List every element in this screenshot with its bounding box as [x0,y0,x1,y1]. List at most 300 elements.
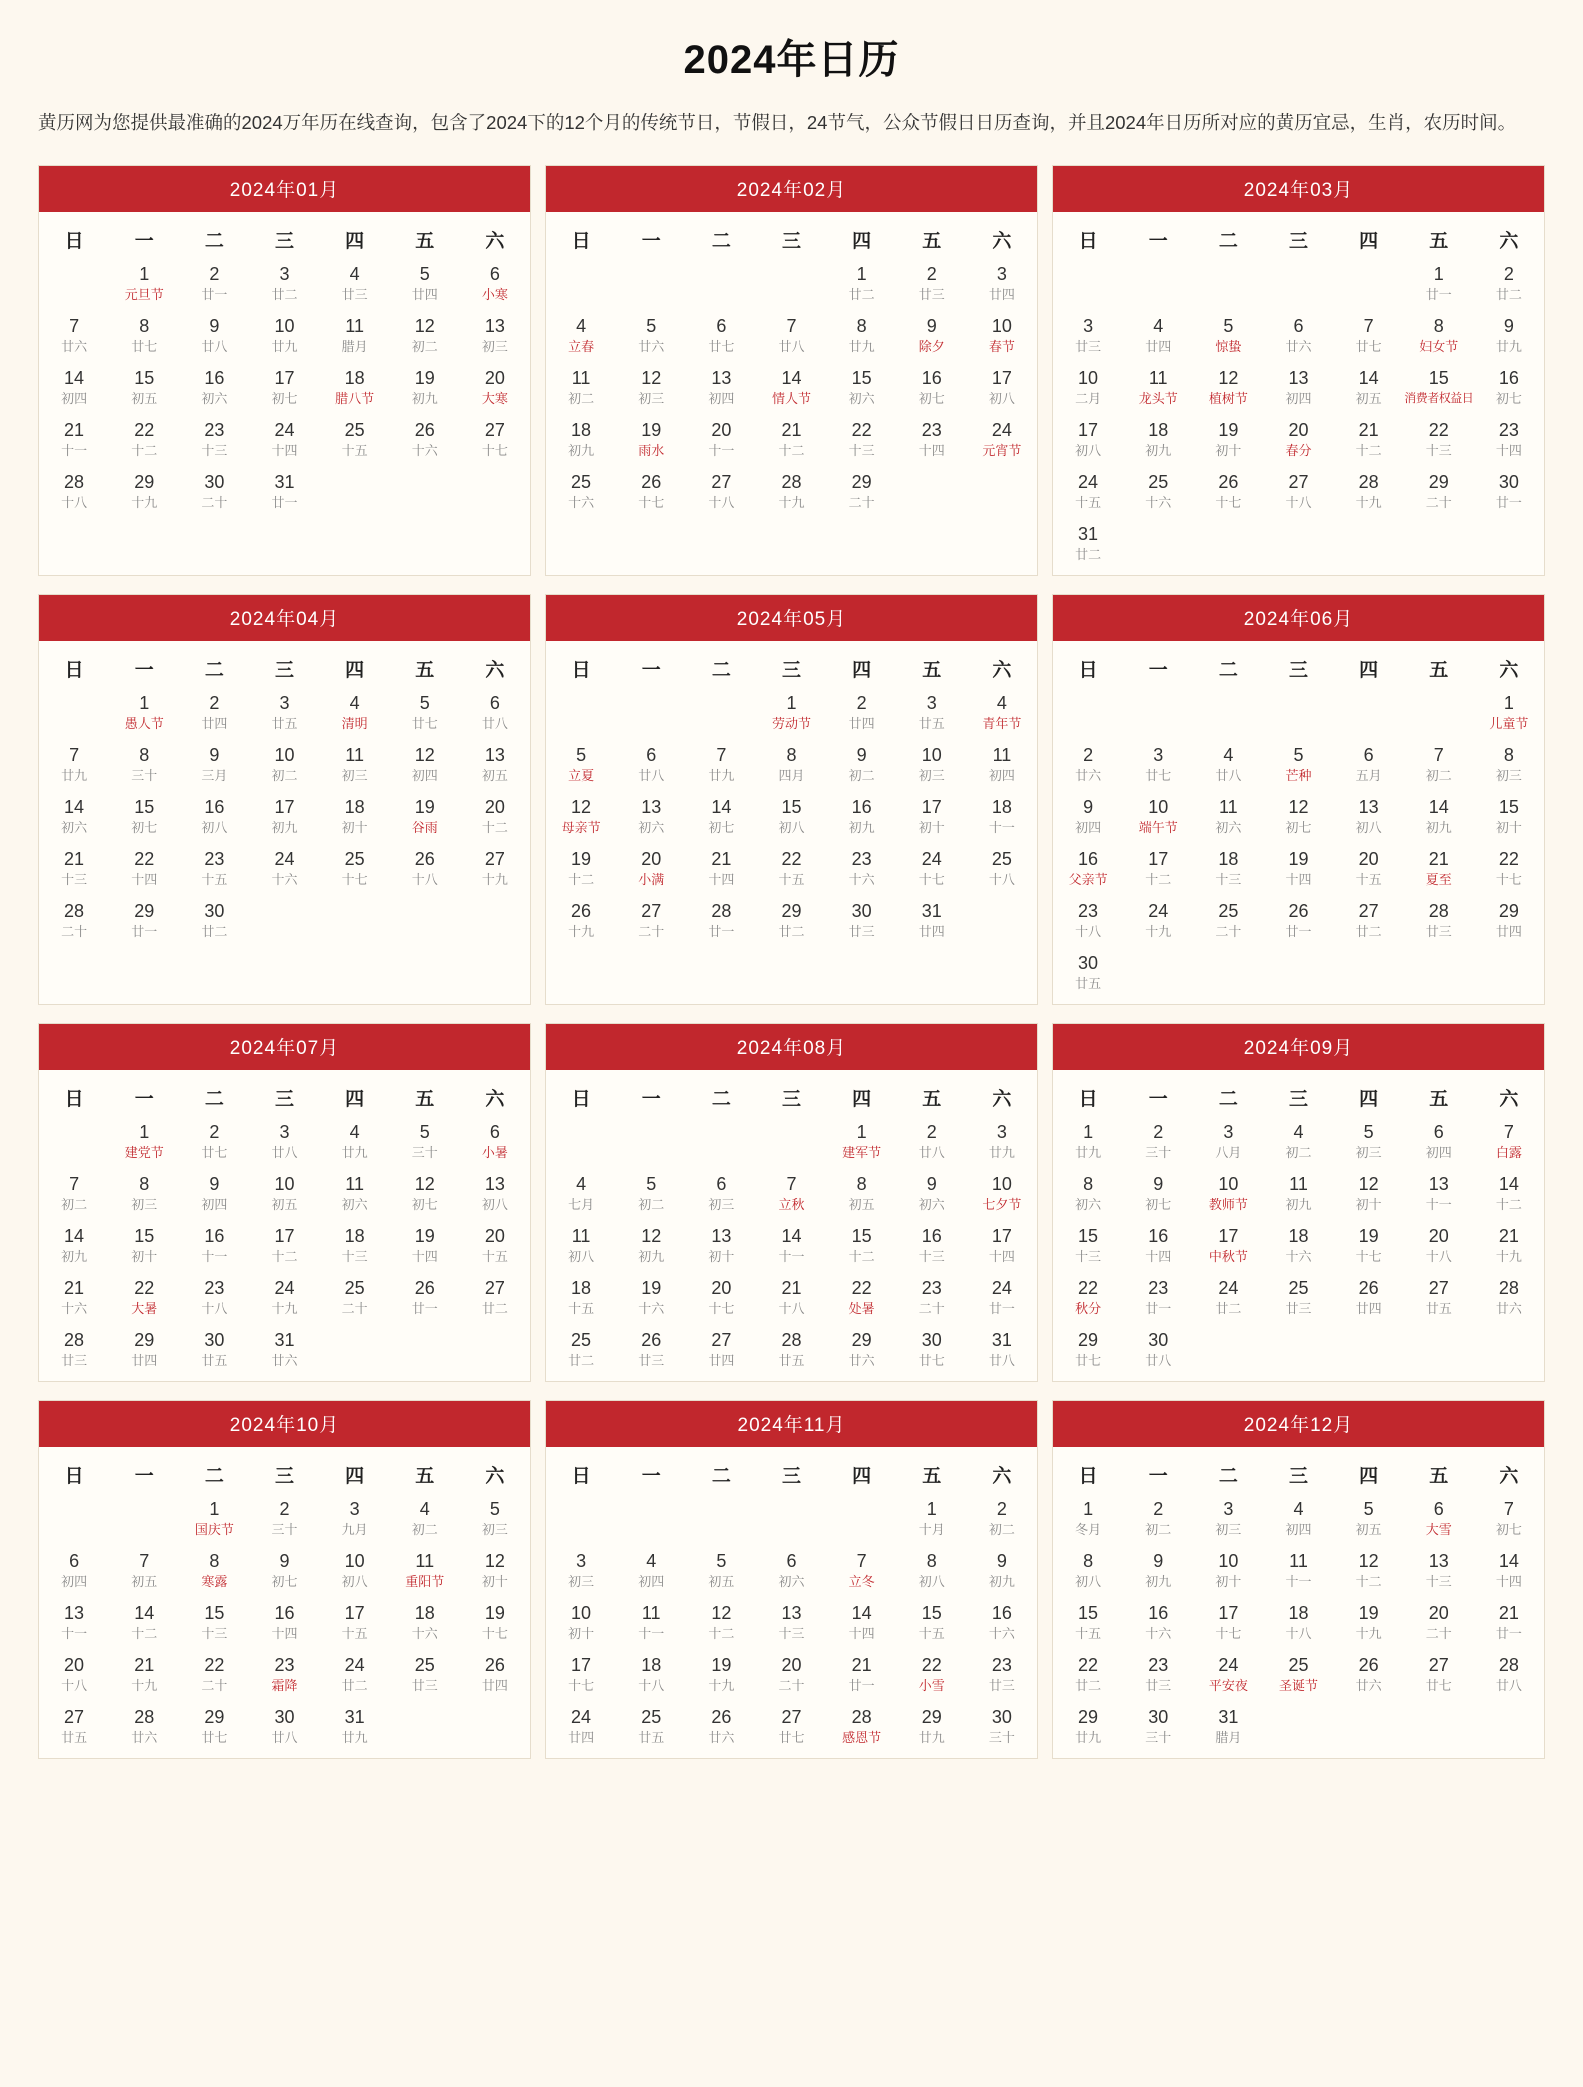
day-cell[interactable] [1263,367,1333,419]
day-cell[interactable] [39,1173,109,1225]
day-cell[interactable] [1474,1225,1544,1277]
day-cell[interactable] [109,796,179,848]
day-cell[interactable] [616,471,686,523]
day-cell[interactable] [1123,848,1193,900]
day-cell[interactable] [897,1498,967,1550]
day-cell[interactable] [967,1329,1037,1381]
day-cell[interactable] [179,315,249,367]
day-cell[interactable] [320,1277,390,1329]
day-cell[interactable] [967,367,1037,419]
day-cell[interactable] [897,1173,967,1225]
day-cell[interactable] [320,744,390,796]
day-cell[interactable] [1263,1602,1333,1654]
day-cell[interactable] [320,315,390,367]
day-cell[interactable] [1404,744,1474,796]
day-cell[interactable] [109,744,179,796]
day-cell[interactable] [39,419,109,471]
day-cell[interactable] [39,1602,109,1654]
day-cell[interactable] [109,367,179,419]
day-cell[interactable] [1123,744,1193,796]
day-cell[interactable] [616,796,686,848]
day-cell[interactable] [686,315,756,367]
day-cell[interactable] [109,848,179,900]
day-cell[interactable] [249,1706,319,1758]
day-cell[interactable] [1053,523,1123,575]
day-cell[interactable] [1193,1121,1263,1173]
day-cell[interactable] [1123,1498,1193,1550]
day-cell[interactable] [967,1173,1037,1225]
day-cell[interactable] [1263,900,1333,952]
day-cell[interactable] [390,692,460,744]
day-cell[interactable] [1474,1277,1544,1329]
day-cell[interactable] [616,848,686,900]
day-cell[interactable] [756,1225,826,1277]
day-cell[interactable] [967,1706,1037,1758]
day-cell[interactable] [686,1706,756,1758]
day-cell[interactable] [1053,1225,1123,1277]
day-cell[interactable] [967,848,1037,900]
day-cell[interactable] [897,1329,967,1381]
day-cell[interactable] [390,367,460,419]
day-cell[interactable] [827,692,897,744]
day-cell[interactable] [179,692,249,744]
day-cell[interactable] [1334,471,1404,523]
day-cell[interactable] [756,367,826,419]
day-cell[interactable] [756,1329,826,1381]
day-cell[interactable] [1334,1602,1404,1654]
day-cell[interactable] [686,796,756,848]
day-cell[interactable] [460,1121,530,1173]
day-cell[interactable] [179,848,249,900]
day-cell[interactable] [756,315,826,367]
day-cell[interactable] [390,744,460,796]
day-cell[interactable] [1193,471,1263,523]
day-cell[interactable] [827,263,897,315]
day-cell[interactable] [179,1498,249,1550]
day-cell[interactable] [249,367,319,419]
day-cell[interactable] [39,1225,109,1277]
day-cell[interactable] [460,315,530,367]
day-cell[interactable] [897,1121,967,1173]
day-cell[interactable] [320,263,390,315]
day-cell[interactable] [179,1173,249,1225]
day-cell[interactable] [897,315,967,367]
day-cell[interactable] [827,1277,897,1329]
day-cell[interactable] [1193,1225,1263,1277]
day-cell[interactable] [897,692,967,744]
day-cell[interactable] [546,796,616,848]
day-cell[interactable] [1053,1121,1123,1173]
day-cell[interactable] [109,471,179,523]
day-cell[interactable] [616,1329,686,1381]
day-cell[interactable] [249,1654,319,1706]
day-cell[interactable] [897,1706,967,1758]
day-cell[interactable] [686,1602,756,1654]
day-cell[interactable] [320,1602,390,1654]
day-cell[interactable] [1263,1225,1333,1277]
day-cell[interactable] [1334,419,1404,471]
day-cell[interactable] [967,796,1037,848]
day-cell[interactable] [1123,900,1193,952]
day-cell[interactable] [967,315,1037,367]
day-cell[interactable] [1404,315,1474,367]
day-cell[interactable] [460,419,530,471]
day-cell[interactable] [390,315,460,367]
day-cell[interactable] [1263,848,1333,900]
day-cell[interactable] [1053,419,1123,471]
day-cell[interactable] [686,1277,756,1329]
day-cell[interactable] [460,1602,530,1654]
day-cell[interactable] [1053,1173,1123,1225]
day-cell[interactable] [460,367,530,419]
day-cell[interactable] [686,744,756,796]
day-cell[interactable] [686,1654,756,1706]
day-cell[interactable] [1404,1602,1474,1654]
day-cell[interactable] [109,263,179,315]
day-cell[interactable] [616,1550,686,1602]
day-cell[interactable] [1404,1225,1474,1277]
day-cell[interactable] [1123,419,1193,471]
day-cell[interactable] [109,1121,179,1173]
day-cell[interactable] [1404,1550,1474,1602]
day-cell[interactable] [1474,263,1544,315]
day-cell[interactable] [179,419,249,471]
day-cell[interactable] [1123,1277,1193,1329]
day-cell[interactable] [1404,1498,1474,1550]
day-cell[interactable] [897,1654,967,1706]
day-cell[interactable] [179,744,249,796]
day-cell[interactable] [320,1654,390,1706]
day-cell[interactable] [686,1329,756,1381]
day-cell[interactable] [249,1602,319,1654]
day-cell[interactable] [109,1654,179,1706]
day-cell[interactable] [460,1173,530,1225]
day-cell[interactable] [1474,1498,1544,1550]
day-cell[interactable] [390,1654,460,1706]
day-cell[interactable] [1263,744,1333,796]
day-cell[interactable] [897,900,967,952]
day-cell[interactable] [179,263,249,315]
day-cell[interactable] [1334,315,1404,367]
day-cell[interactable] [1053,1329,1123,1381]
day-cell[interactable] [1053,367,1123,419]
day-cell[interactable] [1263,1173,1333,1225]
day-cell[interactable] [390,848,460,900]
day-cell[interactable] [249,848,319,900]
day-cell[interactable] [39,1277,109,1329]
day-cell[interactable] [686,1173,756,1225]
day-cell[interactable] [109,692,179,744]
day-cell[interactable] [179,1602,249,1654]
day-cell[interactable] [109,1225,179,1277]
day-cell[interactable] [390,1277,460,1329]
day-cell[interactable] [1404,471,1474,523]
day-cell[interactable] [756,1550,826,1602]
day-cell[interactable] [1193,1706,1263,1758]
day-cell[interactable] [109,315,179,367]
day-cell[interactable] [1123,1706,1193,1758]
day-cell[interactable] [1053,900,1123,952]
day-cell[interactable] [546,1173,616,1225]
day-cell[interactable] [827,367,897,419]
day-cell[interactable] [967,1550,1037,1602]
day-cell[interactable] [179,1654,249,1706]
day-cell[interactable] [546,1225,616,1277]
day-cell[interactable] [1334,367,1404,419]
day-cell[interactable] [1053,1498,1123,1550]
day-cell[interactable] [1123,1329,1193,1381]
day-cell[interactable] [1123,1121,1193,1173]
day-cell[interactable] [967,1121,1037,1173]
day-cell[interactable] [1123,315,1193,367]
day-cell[interactable] [686,1550,756,1602]
day-cell[interactable] [1193,1277,1263,1329]
day-cell[interactable] [1123,1654,1193,1706]
day-cell[interactable] [320,1225,390,1277]
day-cell[interactable] [967,1654,1037,1706]
day-cell[interactable] [967,1225,1037,1277]
day-cell[interactable] [109,1706,179,1758]
day-cell[interactable] [1193,419,1263,471]
day-cell[interactable] [1053,1654,1123,1706]
day-cell[interactable] [1334,1277,1404,1329]
day-cell[interactable] [967,1602,1037,1654]
day-cell[interactable] [756,848,826,900]
day-cell[interactable] [249,1173,319,1225]
day-cell[interactable] [179,1277,249,1329]
day-cell[interactable] [109,900,179,952]
day-cell[interactable] [897,1602,967,1654]
day-cell[interactable] [897,419,967,471]
day-cell[interactable] [686,848,756,900]
day-cell[interactable] [686,471,756,523]
day-cell[interactable] [1263,1121,1333,1173]
day-cell[interactable] [616,419,686,471]
day-cell[interactable] [827,419,897,471]
day-cell[interactable] [1053,1706,1123,1758]
day-cell[interactable] [109,1550,179,1602]
day-cell[interactable] [1053,952,1123,1004]
day-cell[interactable] [546,1602,616,1654]
day-cell[interactable] [390,1602,460,1654]
day-cell[interactable] [546,315,616,367]
day-cell[interactable] [460,1498,530,1550]
day-cell[interactable] [1404,367,1474,419]
day-cell[interactable] [1193,744,1263,796]
day-cell[interactable] [616,315,686,367]
day-cell[interactable] [1263,1277,1333,1329]
day-cell[interactable] [967,1277,1037,1329]
day-cell[interactable] [967,419,1037,471]
day-cell[interactable] [967,744,1037,796]
day-cell[interactable] [1474,1121,1544,1173]
day-cell[interactable] [1193,848,1263,900]
day-cell[interactable] [686,1225,756,1277]
day-cell[interactable] [1263,471,1333,523]
day-cell[interactable] [1474,1654,1544,1706]
day-cell[interactable] [179,1225,249,1277]
day-cell[interactable] [827,1706,897,1758]
day-cell[interactable] [179,471,249,523]
day-cell[interactable] [460,848,530,900]
day-cell[interactable] [1193,1654,1263,1706]
day-cell[interactable] [179,367,249,419]
day-cell[interactable] [390,263,460,315]
day-cell[interactable] [249,1277,319,1329]
day-cell[interactable] [1404,796,1474,848]
day-cell[interactable] [686,900,756,952]
day-cell[interactable] [179,796,249,848]
day-cell[interactable] [460,1277,530,1329]
day-cell[interactable] [39,1329,109,1381]
day-cell[interactable] [390,1173,460,1225]
day-cell[interactable] [827,1602,897,1654]
day-cell[interactable] [320,1498,390,1550]
day-cell[interactable] [460,1654,530,1706]
day-cell[interactable] [1474,367,1544,419]
day-cell[interactable] [827,848,897,900]
day-cell[interactable] [1193,900,1263,952]
day-cell[interactable] [320,367,390,419]
day-cell[interactable] [1474,1173,1544,1225]
day-cell[interactable] [460,1550,530,1602]
day-cell[interactable] [756,1654,826,1706]
day-cell[interactable] [546,471,616,523]
day-cell[interactable] [320,1706,390,1758]
day-cell[interactable] [546,900,616,952]
day-cell[interactable] [827,744,897,796]
day-cell[interactable] [1123,1225,1193,1277]
day-cell[interactable] [1474,900,1544,952]
day-cell[interactable] [39,1654,109,1706]
day-cell[interactable] [390,419,460,471]
day-cell[interactable] [1474,848,1544,900]
day-cell[interactable] [249,1498,319,1550]
day-cell[interactable] [1404,1121,1474,1173]
day-cell[interactable] [897,367,967,419]
day-cell[interactable] [827,1654,897,1706]
day-cell[interactable] [460,796,530,848]
day-cell[interactable] [827,900,897,952]
day-cell[interactable] [109,1602,179,1654]
day-cell[interactable] [827,471,897,523]
day-cell[interactable] [460,263,530,315]
day-cell[interactable] [320,796,390,848]
day-cell[interactable] [827,796,897,848]
day-cell[interactable] [1053,848,1123,900]
day-cell[interactable] [249,796,319,848]
day-cell[interactable] [827,1329,897,1381]
day-cell[interactable] [1053,796,1123,848]
day-cell[interactable] [756,796,826,848]
day-cell[interactable] [1123,471,1193,523]
day-cell[interactable] [179,1329,249,1381]
day-cell[interactable] [1193,1498,1263,1550]
day-cell[interactable] [616,1706,686,1758]
day-cell[interactable] [320,1173,390,1225]
day-cell[interactable] [1474,1550,1544,1602]
day-cell[interactable] [756,1706,826,1758]
day-cell[interactable] [1263,1654,1333,1706]
day-cell[interactable] [320,1121,390,1173]
day-cell[interactable] [546,1277,616,1329]
day-cell[interactable] [756,471,826,523]
day-cell[interactable] [1193,1173,1263,1225]
day-cell[interactable] [109,1173,179,1225]
day-cell[interactable] [39,744,109,796]
day-cell[interactable] [967,263,1037,315]
day-cell[interactable] [546,1329,616,1381]
day-cell[interactable] [1474,419,1544,471]
day-cell[interactable] [756,1173,826,1225]
day-cell[interactable] [39,900,109,952]
day-cell[interactable] [39,796,109,848]
day-cell[interactable] [390,1225,460,1277]
day-cell[interactable] [1334,848,1404,900]
day-cell[interactable] [827,1121,897,1173]
day-cell[interactable] [616,367,686,419]
day-cell[interactable] [1123,1550,1193,1602]
day-cell[interactable] [249,263,319,315]
day-cell[interactable] [249,419,319,471]
day-cell[interactable] [1334,900,1404,952]
day-cell[interactable] [109,419,179,471]
day-cell[interactable] [1334,1550,1404,1602]
day-cell[interactable] [546,419,616,471]
day-cell[interactable] [1334,1173,1404,1225]
day-cell[interactable] [1474,796,1544,848]
day-cell[interactable] [1123,796,1193,848]
day-cell[interactable] [686,419,756,471]
day-cell[interactable] [827,1225,897,1277]
day-cell[interactable] [1193,1602,1263,1654]
day-cell[interactable] [546,367,616,419]
day-cell[interactable] [1053,471,1123,523]
day-cell[interactable] [39,367,109,419]
day-cell[interactable] [39,1706,109,1758]
day-cell[interactable] [827,1550,897,1602]
day-cell[interactable] [1474,744,1544,796]
day-cell[interactable] [756,419,826,471]
day-cell[interactable] [546,1550,616,1602]
day-cell[interactable] [1263,419,1333,471]
day-cell[interactable] [249,1225,319,1277]
day-cell[interactable] [390,796,460,848]
day-cell[interactable] [897,263,967,315]
day-cell[interactable] [616,1277,686,1329]
day-cell[interactable] [1193,796,1263,848]
day-cell[interactable] [1263,315,1333,367]
day-cell[interactable] [756,1602,826,1654]
day-cell[interactable] [1404,1654,1474,1706]
day-cell[interactable] [897,1277,967,1329]
day-cell[interactable] [460,692,530,744]
day-cell[interactable] [616,1225,686,1277]
day-cell[interactable] [1474,1602,1544,1654]
day-cell[interactable] [179,1550,249,1602]
day-cell[interactable] [249,744,319,796]
day-cell[interactable] [1334,1121,1404,1173]
day-cell[interactable] [179,1706,249,1758]
day-cell[interactable] [320,692,390,744]
day-cell[interactable] [320,1550,390,1602]
day-cell[interactable] [1334,1225,1404,1277]
day-cell[interactable] [616,1654,686,1706]
day-cell[interactable] [546,1654,616,1706]
day-cell[interactable] [460,744,530,796]
day-cell[interactable] [1053,744,1123,796]
day-cell[interactable] [756,692,826,744]
